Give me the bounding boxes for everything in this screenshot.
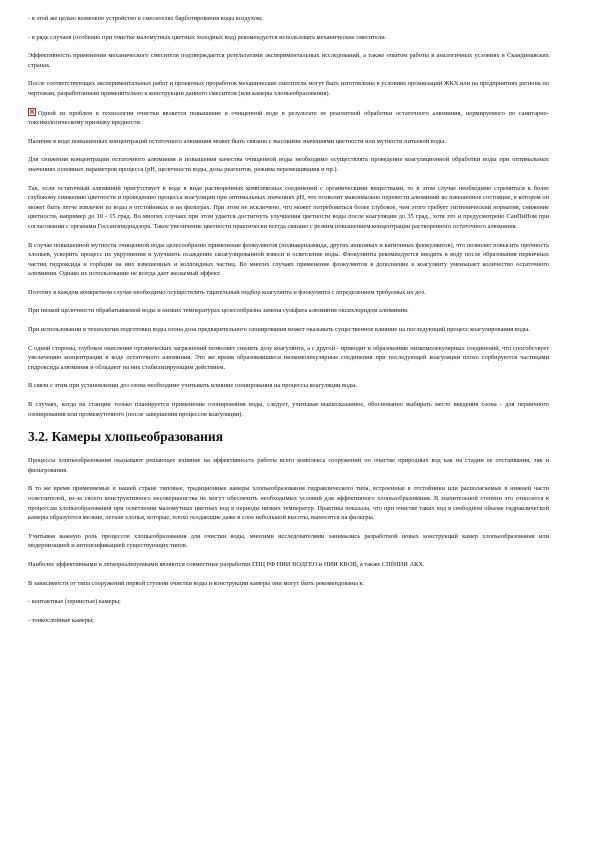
paragraph: Эффективность применения механического смесителя подтверждается результатами экспериментальных исследований, а также опытом работы в аналогичных условиях в Скандинавских странах. — [28, 52, 549, 69]
paragraph: Процессы хлопьеобразования оказывают решающее влияние на эффективность работы всего комплекса сооружений по очистке природных вод как на стадии ее отстаивания, так и фильтрования. — [28, 457, 549, 474]
paragraph: Наиболее эффективными и легкореализуемыми являются совместные разработки ГНЦ РФ НИИ ВОДГЕО и НИИ КВОВ, а также СПбНИИ АКХ. — [28, 560, 425, 568]
paragraph: При низкой щелочности обрабатываемой воды и низких температурах целесообразна замена сульфата алюминия оксихлоридом алюминия. — [28, 307, 409, 315]
broken-image-icon — [28, 108, 36, 116]
paragraph: В зависимости от типа сооружений первой ступени очистки воды и конструкции камеры они могут быть рекомендованы к: — [28, 579, 365, 587]
section-heading: 3.2. Камеры хлопьеобразования — [28, 429, 223, 445]
paragraph: В случае повышенной мутности очищенной воды целесообразно применение флокулянтов (полиакриламида, других анионных и катионных флокулянтов), что позволит повысить прочность хлопьев, ускорить процесс их укрупнения и улучшить осаждение скоагулированной взвеси и осветление воды. Флокулянты рекомендуется вводить в воду после образования первичных частиц гидроксида и сорбции на них взвешенных и коллоидных частиц. Во многих случаях применение флокулянтов в дополнение к коагулянту уменьшает количество остаточного алюминия. Однако их использование не всегда дает желаемый эффект. — [28, 241, 549, 278]
paragraph: В связи с этим при установлении доз озона необходимо учитывать влияние озонирования на процессы коагуляции воды. — [28, 382, 358, 390]
paragraph: - в этой же целью возможно устройство в смесителях барботирования воды воздухом; — [28, 15, 263, 22]
paragraph: Учитывая важную роль процессов хлопьеобразования для очистки воды, многими исследователями занимались разработкой новых конструкций камер хлопьеобразования или модернизацией и интенсификацией существующих типов. — [28, 532, 549, 550]
paragraph: После соответствующих экспериментальных работ и проектных проработок механические смесители могут быть изготовлены в условиях организаций ЖКХ или на предприятиях региона по чертежам, разработанным применительно к конструкции данного смесителя (или камеры хлопьеобразования). — [28, 80, 549, 97]
paragraph: Для снижения концентрации остаточного алюминия и повышения качества очищенной воды необходимо осуществлять проведение коагуляционной обработки воды при оптимальных значениях основных параметров процесса (pH, щелочности воды, дозы реагентов, режима перемешивания и пр.). — [28, 156, 549, 173]
paragraph: Поэтому в каждом конкретном случае необходимо осуществлять тщательный подбор коагулянта и флокулянта с определением требуемых их доз. — [28, 288, 426, 296]
paragraph: Наличие в воде повышенных концентраций остаточного алюминия может быть связано с высокими значениями цветности или мутности питьевой воды. — [28, 137, 446, 145]
paragraph: При использовании в технологии подготовки воды озона доза предварительного озонирования может оказывать существенное влияние на последующий процесс коагулирования воды. — [28, 326, 530, 334]
paragraph-with-image — [28, 108, 549, 128]
paragraph: - в ряде случаев (особенно при очистке маломутных цветных холодных вод) рекомендуется использовать механические смесители. — [28, 33, 387, 41]
paragraph: В то же время применяемые в нашей стране типовые, традиционные камеры хлопьеобразования гидравлического типа, встроенные в отстойники или располагаемые в нижней части осветлителей, из-за своего конструктивного несовершенства не могут обеспечить необходимых условий для эффективного хлопьеобразования. В значительной степени это относится к процессам хлопьеобразования при осветлении маломутных цветных вод в периоды низких температур. Практика показала, что при очистке таких вод в свободном объеме гидравлической камеры образуются мелкие, легкие хлопья, которые, плохо оседающие даже в слое небольшой высоты, выносятся на фильтры. — [28, 485, 549, 522]
list-item: - контактные (зернистые) камеры; — [28, 598, 121, 606]
paragraph-text: Одной из проблем в технологии очистки является повышение в очищенной воде в результате ее реагентной обработки остаточного алюминия, нормируемого по санитарно-токсикологическому признаку вредности. — [28, 109, 549, 127]
paragraph: С одной стороны, глубокое окисление органических загрязнений позволяет снизить дозу коагулянта, а с другой - приводит к образованию низкомолекулярных соединений, что способствует увеличению концентрации в воде остаточного алюминия. Это же время образовавшиеся низкомолекулярные соединения при последующей коагуляции плохо сорбируются частицами гидроксида алюминия и обладают на них стабилизирующим действием. — [28, 344, 549, 371]
list-item: - тонкослойные камеры; — [28, 616, 94, 624]
paragraph: В случаях, когда на станции только планируется применение озонирования воды, следует, учитывая вышесказанное, обоснованно выбирать место введения озона - для первичного озонирования или промежуточного (после завершения процессов коагуляции). — [28, 401, 549, 418]
paragraph: Так, если остаточный алюминий присутствует в воде в виде растворенных комплексных соединений с органическими веществами, то в этом случае необходимо стремиться к более глубокому снижению цветности и проведению процесса коагуляции при оптимальных значениях pH, что позволит максимально перевести алюминий во взвешенное состояние, в котором он может быть легче извлечен из воды в отстойниках и на фильтрах. При этом не исключено, что может потребоваться более глубокое, чем этого требует гигиенический норматив, снижение цветности, например до 10 - 15 град. Во многих случаях при этом удается достигнуть улучшения цветности воды после коагуляции до 35 град., хотя это и предусмотрено СанПиНом при согласовании с органами Госсанэпиднадзора. Такое увеличение цветности практически всегда связано с резким повышением концентрации растворенного остаточного алюминия. — [28, 184, 549, 230]
